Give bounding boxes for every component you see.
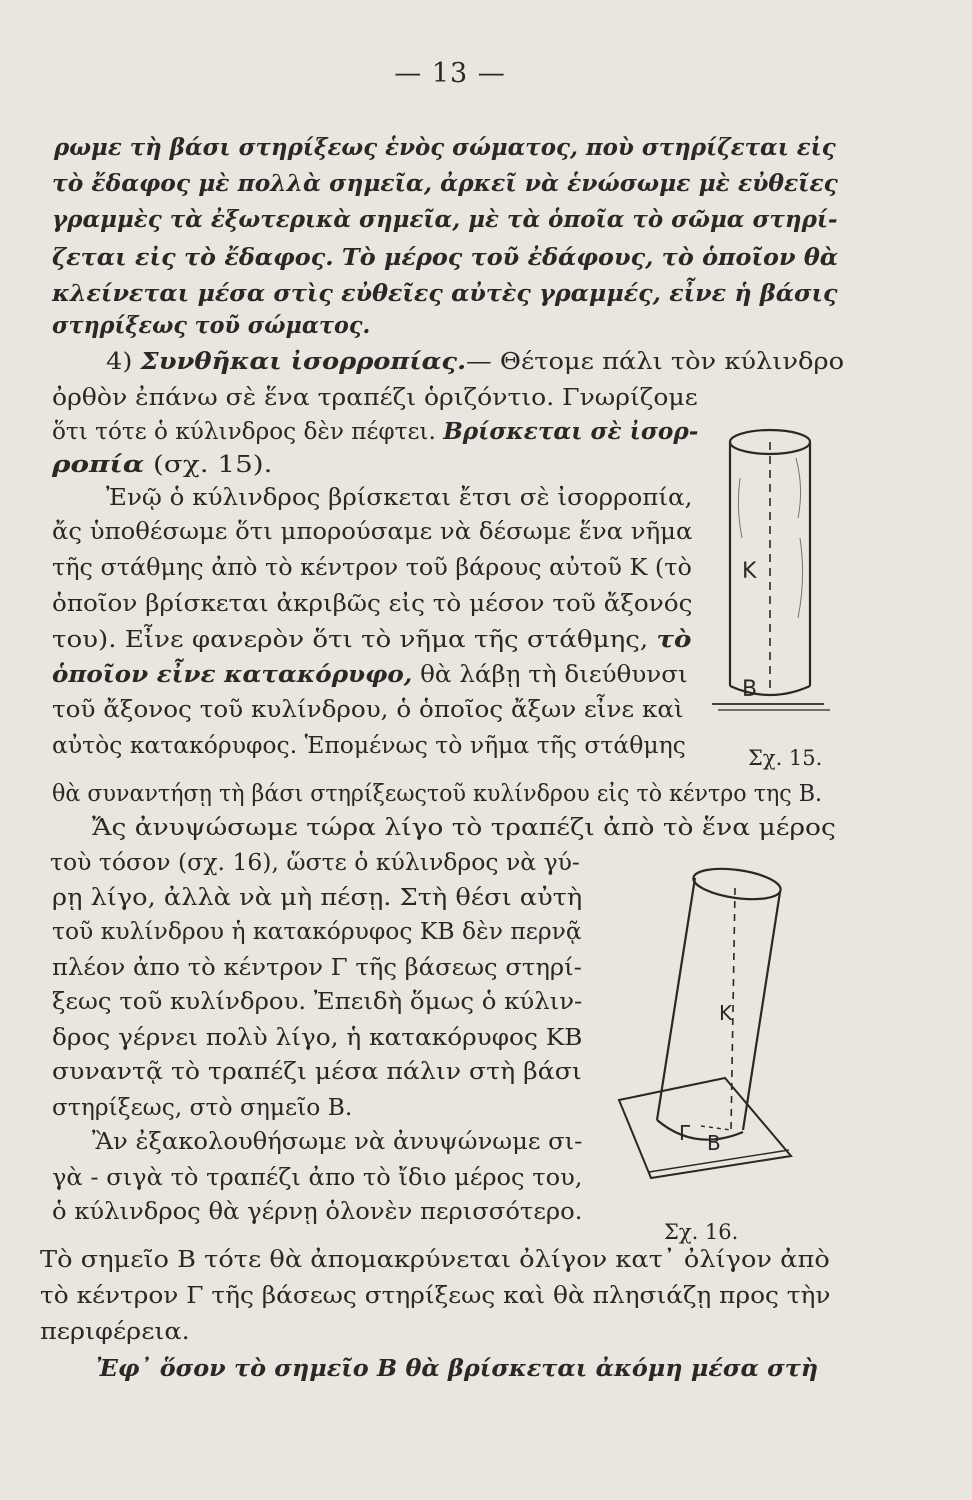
text-line [40, 1245, 830, 1273]
text-span: Συνθῆκαι ἰσορροπίας. [140, 347, 467, 375]
text-span: 4) [106, 347, 141, 375]
fig16-label-g: Γ [679, 1121, 691, 1145]
text-span: (σχ. 15). [144, 450, 273, 478]
text-span: — Θέτομε πάλι τὸν κύλινδρο [466, 347, 845, 375]
text-span: Τὸ σημεῖο Β τότε θὰ ἀπομακρύνεται ὀλίγον κατ᾿ ὀλίγον ἀπὸ [40, 1245, 830, 1273]
text-line [52, 517, 693, 545]
text-line [52, 553, 692, 581]
text-span: γραμμὲς τὰ ἐξωτερικὰ σημεῖα, μὲ τὰ ὁποῖα τὸ σῶμα στηρί- [52, 205, 838, 233]
text-span: τοὺ τόσον (σχ. 16), ὥστε ὁ κύλινδρος νὰ γύ- [50, 848, 580, 876]
text-line [52, 953, 582, 981]
text-span: Ἐνῷ ὁ κύλινδρος βρίσκεται ἔτσι σὲ ἰσορροπία, [106, 483, 693, 511]
text-span: τοῦ ἄξονος τοῦ κυλίνδρου, ὁ ὁποῖος ἄξων εἶνε καὶ [52, 695, 684, 723]
text-line [52, 279, 838, 307]
figure-16-caption: Σχ. 16. [664, 1220, 739, 1244]
text-span: γὰ - σιγὰ τὸ τραπέζι ἀπο τὸ ἴδιο μέρος του, [52, 1163, 583, 1191]
fig15-label-k: Κ [742, 559, 757, 584]
text-line [40, 1281, 831, 1309]
text-span: τοῦ κυλίνδρου ἡ κατακόρυφος ΚΒ δὲν περνᾷ [52, 917, 582, 945]
text-line [52, 311, 371, 339]
text-line [54, 133, 836, 161]
text-line [92, 813, 836, 841]
text-span: ρωμε τὴ βάσι στηρίξεως ἑνὸς σώματος, ποὺ στηρίζεται εἰς [54, 133, 836, 161]
text-span: ὅτι τότε ὁ κύλινδρος δὲν πέφτει. [52, 417, 444, 445]
figure-15-caption: Σχ. 15. [748, 746, 823, 770]
text-line [52, 779, 823, 807]
text-span: τὸ κέντρον Γ τῆς βάσεως στηρίξεως καὶ θὰ πλησιάζῃ προς τὴν [40, 1281, 831, 1309]
text-span: Ἄς ἀνυψώσωμε τώρα λίγο τὸ τραπέζι ἀπὸ τὸ ἕνα μέρος [92, 813, 836, 841]
text-span: ὁποῖον βρίσκεται ἀκριβῶς εἰς τὸ μέσον τοῦ ἄξονός [52, 589, 693, 617]
fig16-label-b: Β [707, 1131, 721, 1155]
fig16-label-k: Κ [719, 1001, 733, 1025]
text-span: του). Εἶνε φανερὸν ὅτι τὸ νῆμα τῆς στάθμης, [52, 625, 657, 653]
text-line [52, 917, 582, 945]
text-line [52, 417, 699, 445]
figure-16-illustration [615, 860, 795, 1180]
text-span: ὀρθὸν ἐπάνω σὲ ἕνα τραπέζι ὁριζόντιο. Γνωρίζομε [52, 383, 698, 411]
text-line [50, 848, 580, 876]
text-span: ξεως τοῦ κυλίνδρου. Ἐπειδὴ ὅμως ὁ κύλιν- [52, 987, 583, 1015]
text-span: ροπία [52, 450, 145, 478]
text-span: ζεται εἰς τὸ ἔδαφος. Τὸ μέρος τοῦ ἐδάφους, τὸ ὁποῖον θὰ [52, 243, 839, 271]
text-line [40, 1317, 190, 1345]
text-span: ὁποῖον εἶνε κατακόρυφο, [52, 660, 413, 688]
text-span: τὸ ἔδαφος μὲ πολλὰ σημεῖα, ἀρκεῖ νὰ ἑνώσωμε μὲ εὐθεῖες [52, 169, 838, 197]
text-line [52, 450, 273, 478]
text-span: θὰ λάβῃ τὴ διεύθυνσι [412, 660, 688, 688]
text-line [106, 347, 845, 375]
text-line [52, 660, 688, 688]
text-line [52, 383, 698, 411]
text-span: ἄς ὑποθέσωμε ὅτι μπορούσαμε νὰ δέσωμε ἕνα νῆμα [52, 517, 693, 545]
text-line [52, 883, 583, 911]
text-line [52, 987, 583, 1015]
text-span: περιφέρεια. [40, 1317, 190, 1345]
text-line [52, 695, 684, 723]
text-line [52, 1023, 583, 1051]
text-line [52, 243, 839, 271]
text-line [92, 1127, 583, 1155]
text-line [52, 731, 686, 759]
text-span: πλέον ἀπο τὸ κέντρον Γ τῆς βάσεως στηρί- [52, 953, 582, 981]
text-line [52, 1057, 582, 1085]
text-line [52, 1093, 353, 1121]
figure-15-illustration [712, 418, 832, 718]
text-span: στηρίξεως, στὸ σημεῖο Β. [52, 1093, 353, 1121]
page-number: — 13 — [394, 58, 506, 89]
text-line [52, 1163, 583, 1191]
text-span: συναντᾷ τὸ τραπέζι μέσα πάλιν στὴ βάσι [52, 1057, 582, 1085]
text-span: ὁ κύλινδρος θὰ γέρνῃ ὁλονὲν περισσότερο. [52, 1197, 583, 1225]
text-span: στηρίξεως τοῦ σώματος. [52, 311, 371, 339]
text-line [52, 169, 838, 197]
text-span: Ἂν ἐξακολουθήσωμε νὰ ἀνυψώνωμε σι- [92, 1127, 583, 1155]
text-line [52, 589, 693, 617]
text-line [52, 205, 838, 233]
text-span: τῆς στάθμης ἀπὸ τὸ κέντρον τοῦ βάρους αὐτοῦ Κ (τὸ [52, 553, 692, 581]
text-span: κλείνεται μέσα στὶς εὐθεῖες αὐτὲς γραμμές, εἶνε ἡ βάσις [52, 279, 838, 307]
text-line [96, 1354, 819, 1382]
text-span: Βρίσκεται σὲ ἰσορ- [443, 417, 699, 445]
text-span: θὰ συναντήσῃ τὴ βάσι στηρίξεωςτοῦ κυλίνδρου εἰς τὸ κέντρο της Β. [52, 779, 823, 807]
text-line [52, 1197, 583, 1225]
text-span: Ἐφ᾿ ὅσον τὸ σημεῖο Β θὰ βρίσκεται ἀκόμη μέσα στὴ [96, 1354, 819, 1382]
text-span: δρος γέρνει πολὺ λίγο, ἡ κατακόρυφος ΚΒ [52, 1023, 583, 1051]
text-span: τὸ [656, 625, 692, 653]
text-line [106, 483, 693, 511]
fig15-label-b: Β [742, 677, 758, 702]
text-span: ρῃ λίγο, ἀλλὰ νὰ μὴ πέσῃ. Στὴ θέσι αὐτὴ [52, 883, 583, 911]
text-line [52, 625, 692, 653]
text-span: αὐτὸς κατακόρυφος. Ἑπομένως τὸ νῆμα τῆς στάθμης [52, 731, 686, 759]
